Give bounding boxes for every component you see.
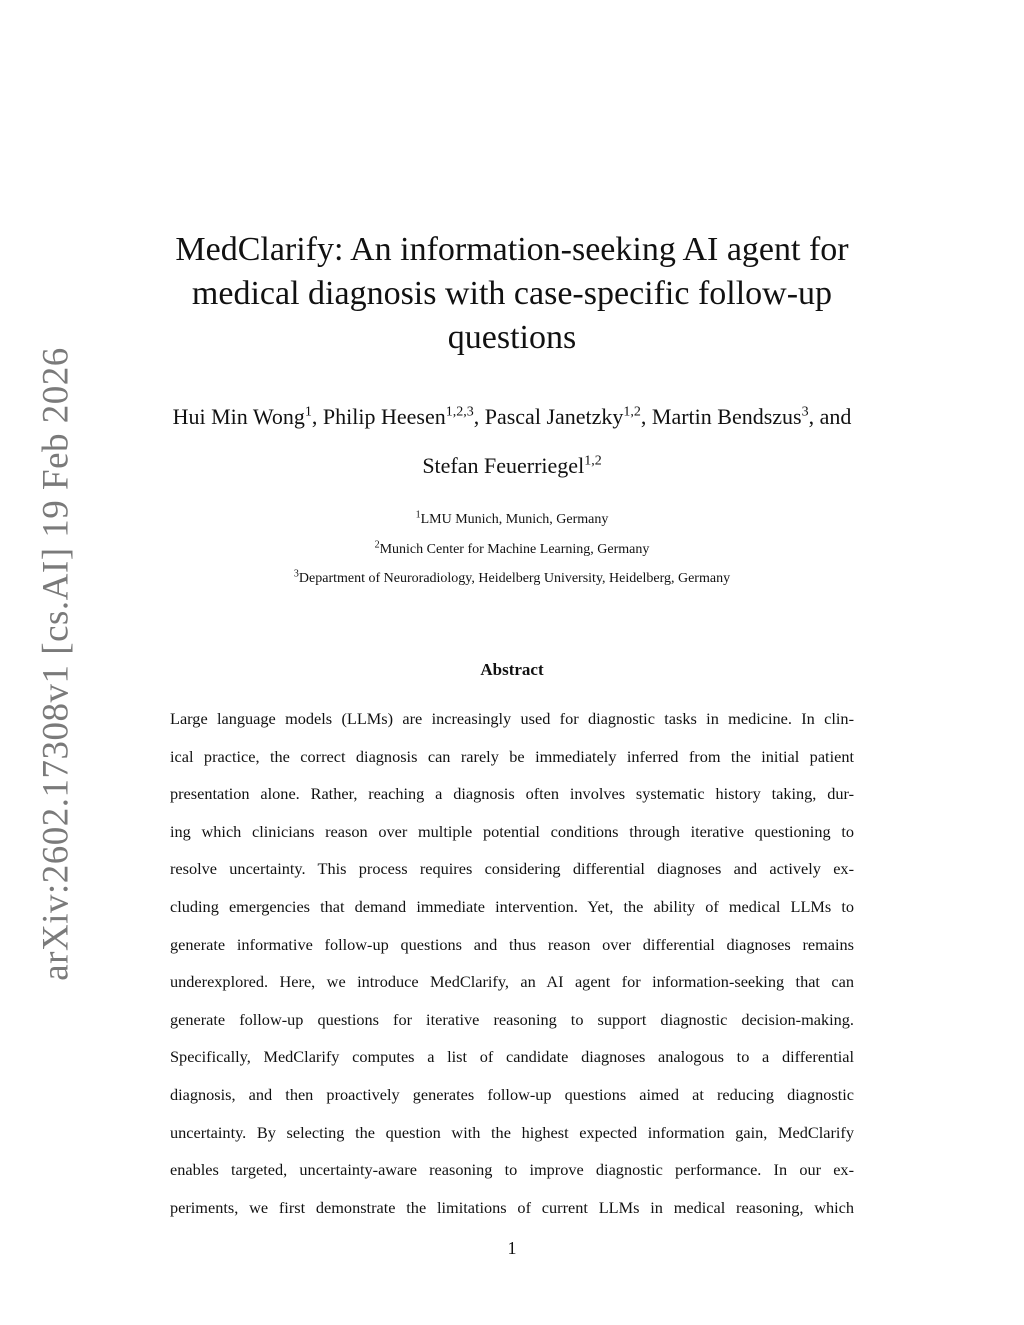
abstract-body	[170, 700, 854, 1226]
affiliation-number: 1	[415, 509, 421, 521]
abstract-line: ical practice, the correct diagnosis can rarely be immediately inferred from the initial patient	[170, 746, 854, 766]
author-affiliation-marker: 1,2,3	[445, 404, 474, 420]
author-affiliation-marker: 1	[304, 404, 312, 420]
author-separator: ,	[473, 404, 485, 429]
paper-title	[140, 228, 884, 360]
author-list-line-1	[100, 404, 924, 430]
author-separator: , and	[808, 404, 852, 429]
abstract-line: diagnosis, and then proactively generates follow-up questions aimed at reducing diagnostic	[170, 1084, 854, 1104]
author-list-line-2	[100, 453, 924, 479]
author-affiliation-marker: 1,2	[584, 453, 602, 469]
abstract-line: underexplored. Here, we introduce MedClarify, an AI agent for information-seeking that can	[170, 972, 854, 992]
affiliation	[140, 509, 884, 528]
abstract-line: periments, we first demonstrate the limitations of current LLMs in medical reasoning, which	[170, 1197, 854, 1217]
affiliation-number: 3	[293, 568, 299, 580]
abstract-line: ing which clinicians reason over multiple potential conditions through iterative questioning to	[170, 821, 854, 841]
abstract-line: uncertainty. By selecting the question with the highest expected information gain, MedClarify	[170, 1122, 854, 1142]
author-name: Pascal Janetzky	[484, 404, 624, 429]
abstract-line: enables targeted, uncertainty-aware reasoning to improve diagnostic performance. In our ex-	[170, 1160, 854, 1180]
author-name: Hui Min Wong	[172, 404, 305, 429]
author-affiliation-marker: 3	[801, 404, 809, 420]
affiliation-text: LMU Munich, Munich, Germany	[420, 512, 609, 527]
author-separator: ,	[311, 404, 323, 429]
abstract-line: generate follow-up questions for iterative reasoning to support diagnostic decision-making.	[170, 1009, 854, 1029]
page-number: 1	[507, 1238, 517, 1258]
abstract-line: Large language models (LLMs) are increasingly used for diagnostic tasks in medicine. In clin-	[170, 709, 854, 728]
author-name: Martin Bendszus	[651, 404, 802, 429]
abstract-line: Specifically, MedClarify computes a list of candidate diagnoses analogous to a differential	[170, 1047, 854, 1067]
abstract-line: resolve uncertainty. This process requires considering differential diagnoses and actively ex-	[170, 859, 854, 879]
title-line: MedClarify: An information-seeking AI agent for	[175, 231, 849, 268]
abstract-heading: Abstract	[480, 660, 544, 679]
title-line: questions	[447, 319, 577, 356]
author-separator: ,	[640, 404, 652, 429]
author-affiliation-marker: 1,2	[623, 404, 641, 420]
affiliation-text: Munich Center for Machine Learning, Germany	[379, 542, 650, 557]
title-line: medical diagnosis with case-specific follow-up	[191, 275, 833, 312]
affiliation	[140, 539, 884, 558]
affiliation-text: Department of Neuroradiology, Heidelberg University, Heidelberg, Germany	[298, 571, 731, 586]
abstract-line: generate informative follow-up questions and thus reason over differential diagnoses remains	[170, 934, 854, 954]
arxiv-identifier-stamp: arXiv:2602.17308v1 [cs.AI] 19 Feb 2026	[35, 347, 77, 981]
author-name: Philip Heesen	[322, 404, 446, 429]
abstract-line: cluding emergencies that demand immediate intervention. Yet, the ability of medical LLMs to	[170, 896, 854, 916]
affiliation	[140, 568, 884, 587]
abstract-line: presentation alone. Rather, reaching a diagnosis often involves systematic history taking, dur-	[170, 784, 854, 804]
author-name: Stefan Feuerriegel	[422, 453, 585, 478]
affiliation-number: 2	[374, 539, 380, 551]
